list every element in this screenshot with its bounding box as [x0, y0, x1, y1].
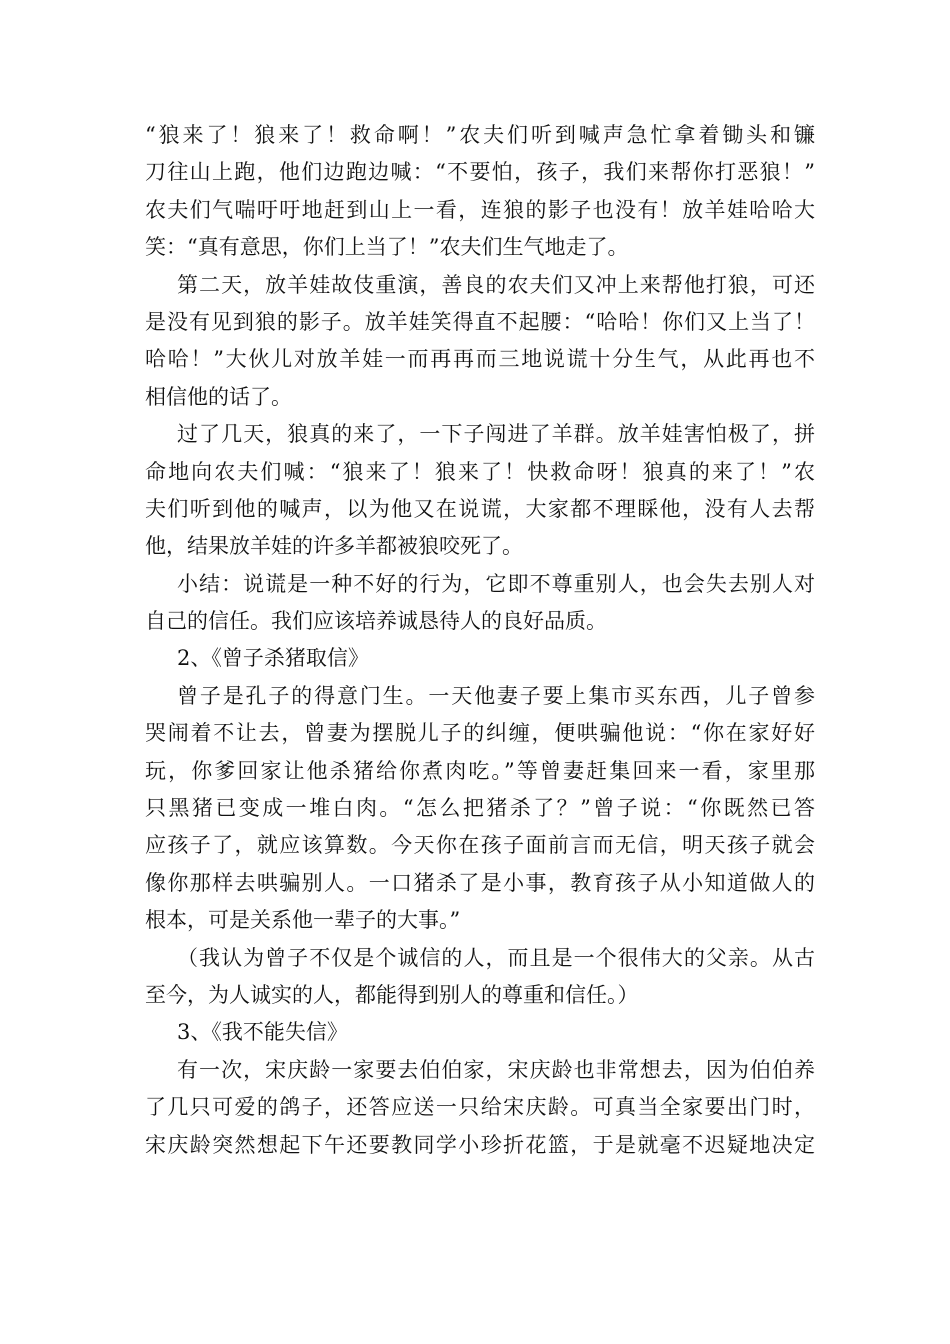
text-line: 第二天，放羊娃故伎重演，善良的农夫们又冲上来帮他打狼，可还 [177, 272, 815, 297]
text-line: 命地向农夫们喊：“狼来了！狼来了！快救命呀！狼真的来了！”农 [145, 459, 815, 484]
document-body [145, 117, 815, 1164]
text-line: 宋庆龄突然想起下午还要教同学小珍折花篮，于是就毫不迟疑地决定 [145, 1132, 815, 1157]
text-line: 至今，为人诚实的人，都能得到别人的尊重和信任。） [145, 982, 639, 1007]
text-line: 根本，可是关系他一辈子的大事。” [145, 908, 461, 933]
text-line: 玩，你爹回家让他杀猪给你煮肉吃。”等曾妻赶集回来一看，家里那 [145, 758, 815, 783]
paragraph [145, 117, 815, 267]
text-line: 3、《我不能失信》 [177, 1020, 348, 1045]
text-line: 哈哈！”大伙儿对放羊娃一而再再而三地说谎十分生气，从此再也不 [145, 347, 815, 372]
text-line: 相信他的话了。 [145, 384, 292, 409]
text-line: 有一次，宋庆龄一家要去伯伯家，宋庆龄也非常想去，因为伯伯养 [177, 1057, 815, 1082]
text-line: 只黑猪已变成一堆白肉。“怎么把猪杀了？”曾子说：“你既然已答 [145, 796, 815, 821]
paragraph [145, 416, 815, 566]
text-line: 是没有见到狼的影子。放羊娃笑得直不起腰：“哈哈！你们又上当了！ [145, 309, 815, 334]
text-line: 哭闹着不让去，曾妻为摆脱儿子的纠缠，便哄骗他说：“你在家好好 [145, 721, 815, 746]
text-line: 曾子是孔子的得意门生。一天他妻子要上集市买东西，儿子曾参 [177, 683, 815, 708]
paragraph [145, 678, 815, 940]
text-line: 自己的信任。我们应该培养诚恳待人的良好品质。 [145, 609, 607, 634]
text-line: 过了几天，狼真的来了，一下子闯进了羊群。放羊娃害怕极了，拼 [177, 422, 815, 447]
text-line: 像你那样去哄骗别人。一口猪杀了是小事，教育孩子从小知道做人的 [145, 870, 815, 895]
text-line: 小结：说谎是一种不好的行为，它即不尊重别人，也会失去别人对 [177, 571, 815, 596]
text-line: （我认为曾子不仅是个诚信的人，而且是一个很伟大的父亲。从古 [177, 945, 815, 970]
paragraph [145, 267, 815, 417]
text-line: 笑：“真有意思，你们上当了！”农夫们生气地走了。 [145, 235, 629, 260]
text-line: 农夫们气喘吁吁地赶到山上一看，连狼的影子也没有！放羊娃哈哈大 [145, 197, 815, 222]
text-line: 刀往山上跑，他们边跑边喊：“不要怕，孩子，我们来帮你打恶狼！” [145, 160, 815, 185]
paragraph [145, 640, 815, 677]
text-line: “狼来了！狼来了！救命啊！”农夫们听到喊声急忙拿着锄头和镰 [145, 123, 815, 147]
text-line: 2、《曾子杀猪取信》 [177, 646, 369, 671]
paragraph [145, 940, 815, 1015]
paragraph [145, 1014, 815, 1051]
text-line: 他，结果放羊娃的许多羊都被狼咬死了。 [145, 534, 523, 559]
paragraph [145, 566, 815, 641]
paragraph [145, 1052, 815, 1164]
text-line: 夫们听到他的喊声，以为他又在说谎，大家都不理睬他，没有人去帮 [145, 496, 815, 521]
text-line: 应孩子了，就应该算数。今天你在孩子面前言而无信，明天孩子就会 [145, 833, 815, 858]
text-line: 了几只可爱的鸽子，还答应送一只给宋庆龄。可真当全家要出门时， [145, 1095, 815, 1120]
